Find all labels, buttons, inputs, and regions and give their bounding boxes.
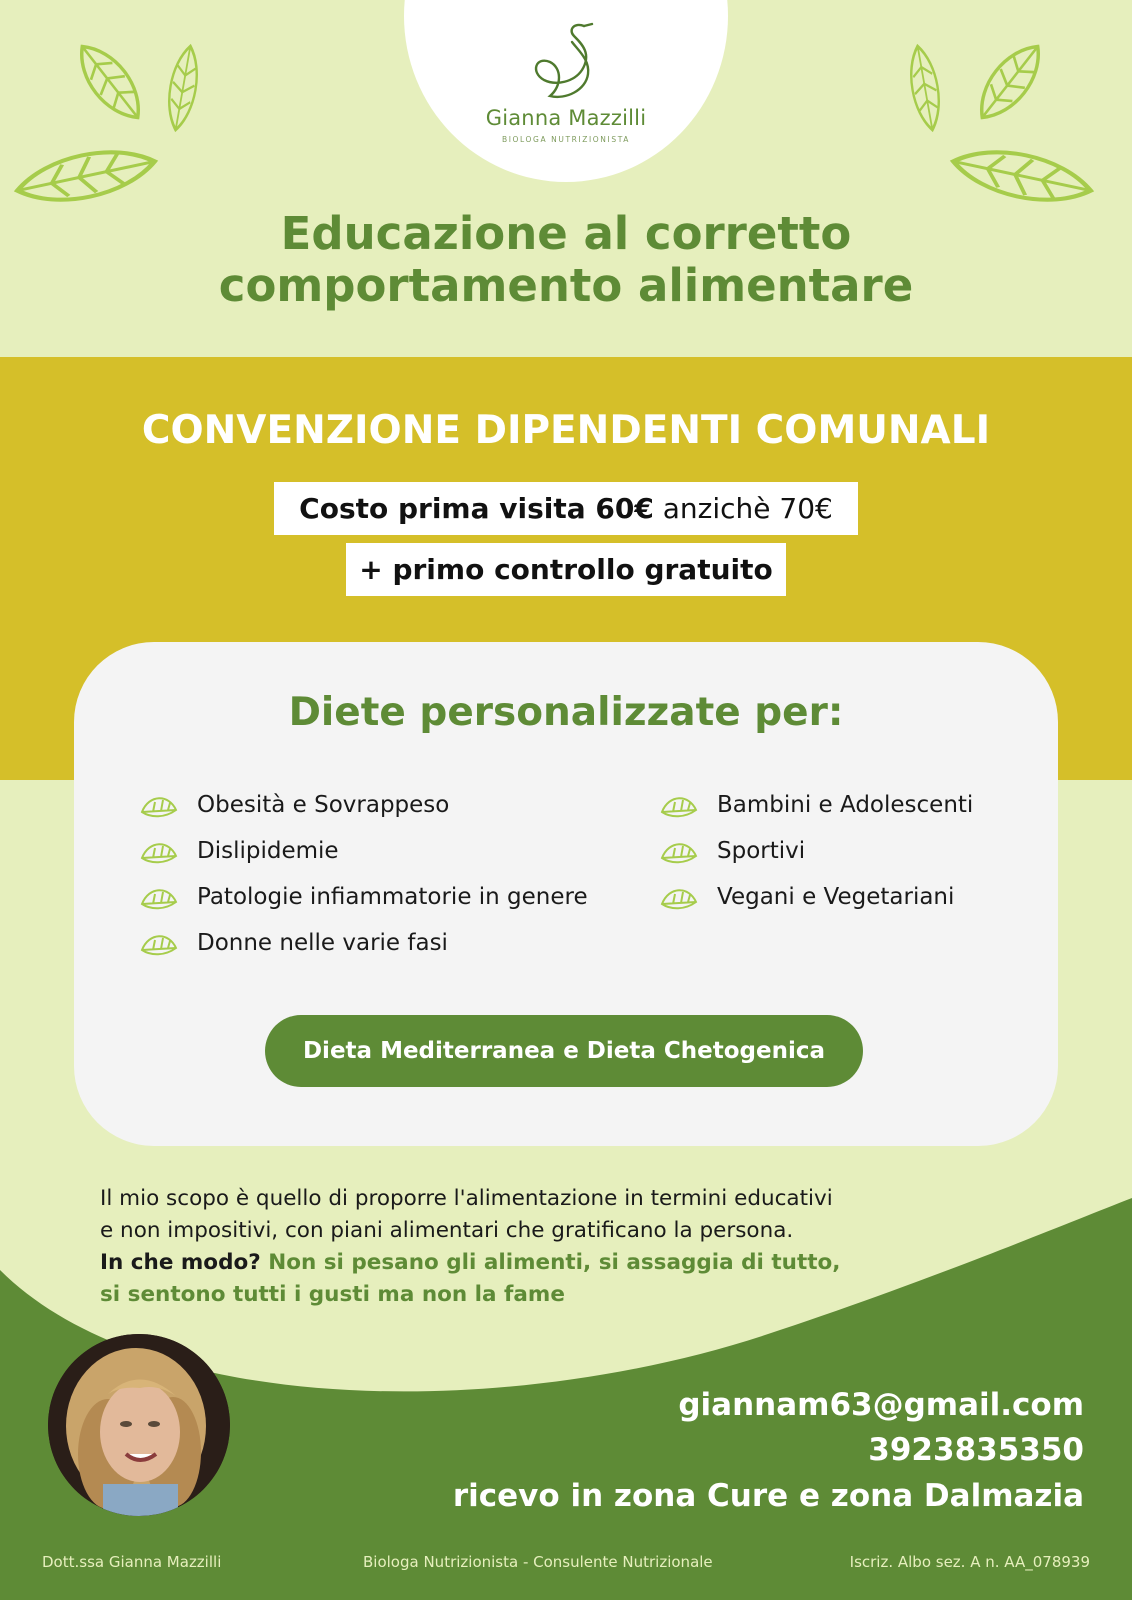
leaf-left-2-icon bbox=[163, 44, 203, 132]
contact-zone: ricevo in zona Cure e zona Dalmazia bbox=[452, 1478, 1084, 1514]
logo-name: Gianna Mazzilli bbox=[485, 106, 647, 130]
portrait-photo bbox=[48, 1334, 230, 1516]
list-item: Patologie infiammatorie in genere bbox=[139, 882, 639, 928]
leaf-bullet-icon bbox=[659, 838, 699, 866]
free-checkup-box: + primo controllo gratuito bbox=[346, 543, 786, 596]
leaf-bullet-icon bbox=[659, 792, 699, 820]
footer-profession: Biologa Nutrizionista - Consulente Nutrizionale bbox=[363, 1553, 713, 1571]
swan-logo-icon bbox=[526, 20, 606, 102]
footer-name: Dott.ssa Gianna Mazzilli bbox=[42, 1553, 222, 1571]
description-question: In che modo? bbox=[100, 1250, 261, 1275]
list-item: Sportivi bbox=[659, 836, 1059, 882]
list-item: Donne nelle varie fasi bbox=[139, 928, 639, 974]
list-item: Dislipidemie bbox=[139, 836, 639, 882]
convention-heading: CONVENZIONE DIPENDENTI COMUNALI bbox=[141, 408, 991, 453]
leaf-bullet-icon bbox=[659, 884, 699, 912]
description-paragraph bbox=[100, 1183, 920, 1311]
description-line-2: e non impositivi, con piani alimentari che gratificano la persona. bbox=[100, 1218, 794, 1243]
contact-email[interactable]: giannam63@gmail.com bbox=[678, 1387, 1084, 1423]
price-regular: anzichè 70€ bbox=[653, 492, 833, 525]
leaf-left-3-icon bbox=[13, 141, 159, 211]
logo-subtitle: BIOLOGA NUTRIZIONISTA bbox=[501, 135, 631, 144]
price-box bbox=[274, 482, 858, 535]
description-answer-2: si sentono tutti i gusti ma non la fame bbox=[100, 1282, 565, 1307]
leaf-bullet-icon bbox=[139, 884, 179, 912]
leaf-left-1-icon bbox=[68, 36, 152, 129]
diet-list-right bbox=[659, 790, 1059, 928]
leaf-right-2-icon bbox=[905, 44, 945, 132]
leaf-right-1-icon bbox=[968, 36, 1052, 129]
diets-heading: Diete personalizzate per: bbox=[288, 690, 844, 735]
leaf-right-3-icon bbox=[949, 141, 1095, 211]
page-title bbox=[100, 208, 1032, 312]
description-answer-1: Non si pesano gli alimenti, si assaggia di tutto, bbox=[260, 1250, 841, 1275]
leaf-bullet-icon bbox=[139, 838, 179, 866]
list-item: Obesità e Sovrappeso bbox=[139, 790, 639, 836]
title-line-2: comportamento alimentare bbox=[218, 259, 914, 312]
price-bold: Costo prima visita 60€ bbox=[299, 492, 654, 525]
title-line-1: Educazione al corretto bbox=[280, 207, 852, 260]
diet-list-left bbox=[139, 790, 639, 974]
footer-registration: Iscriz. Albo sez. A n. AA_078939 bbox=[849, 1553, 1090, 1571]
leaf-bullet-icon bbox=[139, 792, 179, 820]
diet-types-pill: Dieta Mediterranea e Dieta Chetogenica bbox=[265, 1015, 863, 1087]
contact-phone[interactable]: 3923835350 bbox=[868, 1432, 1084, 1468]
list-item: Bambini e Adolescenti bbox=[659, 790, 1059, 836]
avatar bbox=[48, 1334, 230, 1516]
description-line-1: Il mio scopo è quello di proporre l'alimentazione in termini educativi bbox=[100, 1186, 833, 1211]
leaf-bullet-icon bbox=[139, 930, 179, 958]
list-item: Vegani e Vegetariani bbox=[659, 882, 1059, 928]
